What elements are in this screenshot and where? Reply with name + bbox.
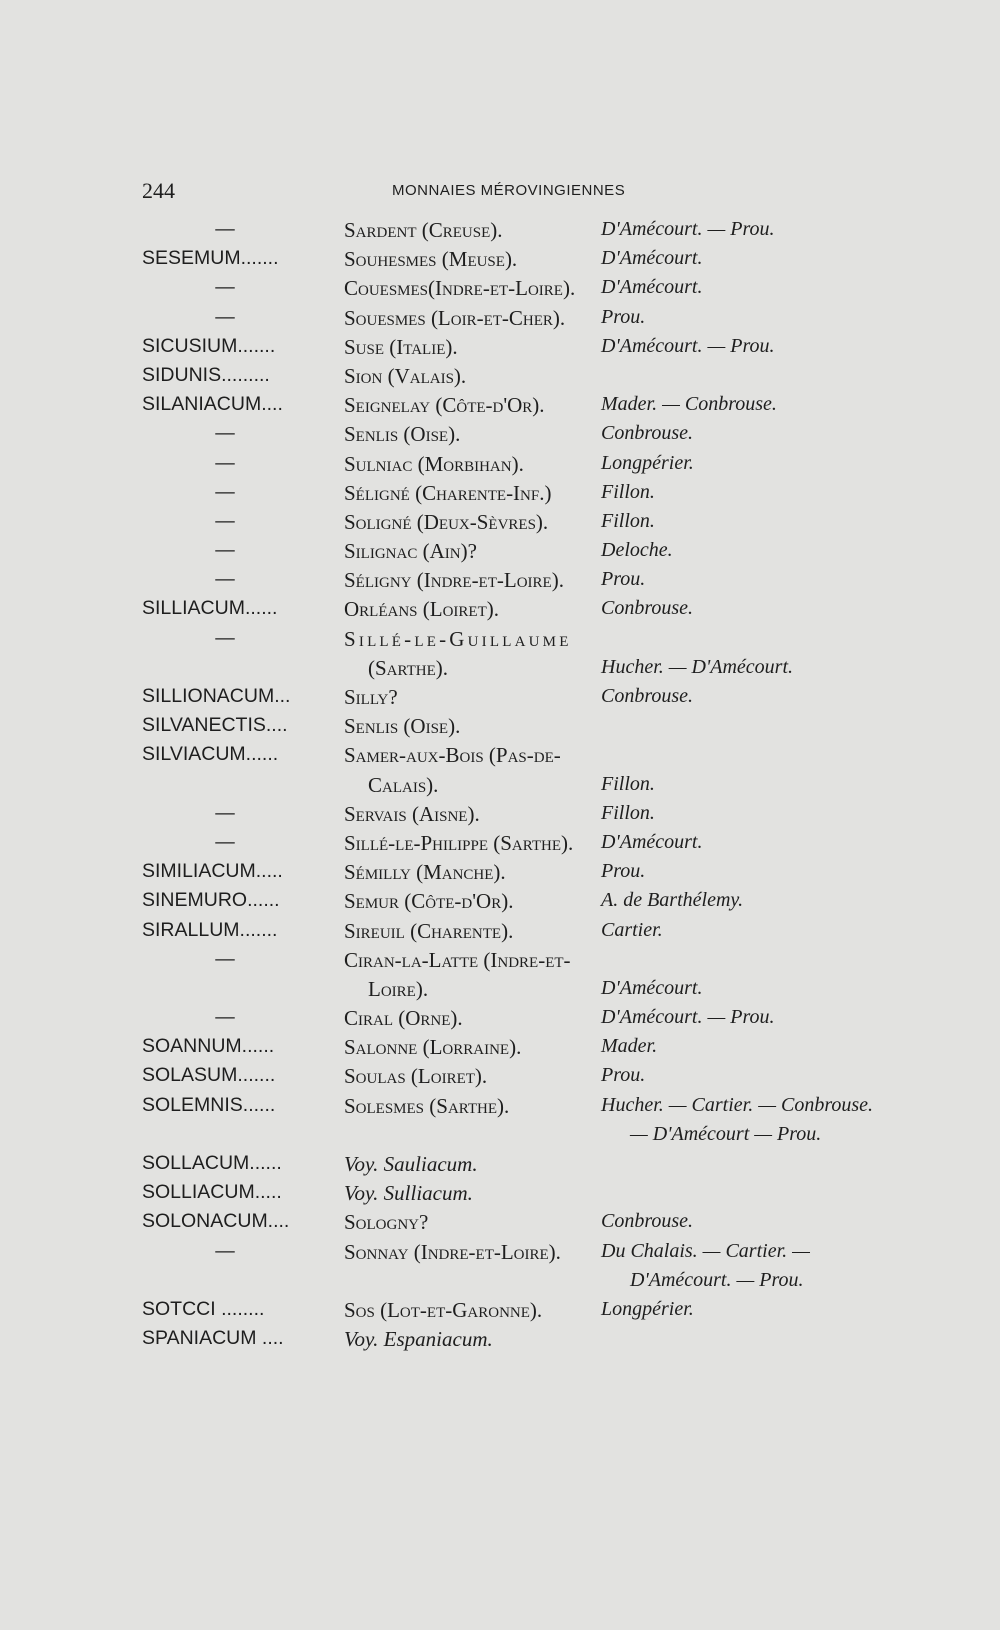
modern-place: Sémilly (Manche).: [344, 860, 506, 885]
latin-name: SILLIONACUM...: [142, 685, 291, 707]
source-reference: Conbrouse.: [601, 1210, 694, 1233]
entry-row: [0, 452, 1000, 481]
entry-row: [0, 364, 1000, 393]
latin-name: SOLASUM.......: [142, 1064, 276, 1087]
entry-row: [0, 218, 1000, 247]
entry-row: [0, 1152, 1000, 1181]
source-reference: D'Amécourt. — Prou.: [630, 1268, 804, 1291]
source-reference: Mader. — Conbrouse.: [601, 393, 777, 416]
entry-row: [0, 1298, 1000, 1327]
modern-place: Orléans (Loiret).: [344, 597, 499, 622]
latin-name: —: [215, 218, 235, 240]
latin-name: —: [215, 422, 235, 445]
latin-name: SOLLACUM......: [142, 1152, 282, 1174]
entry-row: [0, 247, 1000, 276]
latin-name: SIRALLUM.......: [142, 918, 278, 941]
latin-name: SILLIACUM......: [142, 597, 278, 620]
modern-place: Sillé-le-Guillaume: [344, 626, 572, 651]
source-reference: Hucher. — Cartier. — Conbrouse.: [601, 1093, 874, 1116]
entry-row: [0, 743, 1000, 772]
latin-name: —: [215, 947, 235, 970]
latin-name: SOLLIACUM.....: [142, 1181, 282, 1204]
cross-reference: Voy. Sulliacum.: [344, 1181, 473, 1206]
modern-place: Calais).: [368, 772, 439, 797]
source-reference: Fillon.: [601, 772, 655, 795]
entry-row: [0, 1123, 1000, 1152]
source-reference: Longpérier.: [601, 451, 694, 474]
entry-row: [0, 627, 1000, 656]
modern-place: Soulas (Loiret).: [344, 1064, 488, 1089]
entry-row: [0, 977, 1000, 1006]
cross-reference: Voy. Espaniacum.: [344, 1327, 493, 1352]
entry-row: [0, 831, 1000, 860]
modern-place: Semur (Côte-d'Or).: [344, 889, 514, 914]
modern-place: Ciran-la-Latte (Indre-et-: [344, 947, 571, 972]
source-reference: Prou.: [601, 1064, 646, 1087]
source-reference: Mader.: [601, 1035, 658, 1058]
latin-name: SILANIACUM....: [142, 393, 283, 416]
modern-place: Ciral (Orne).: [344, 1006, 463, 1031]
entry-list: [0, 218, 1000, 1356]
entry-row: [0, 714, 1000, 743]
source-reference: D'Amécourt.: [601, 276, 703, 299]
source-reference: Conbrouse.: [601, 685, 694, 707]
source-reference: D'Amécourt.: [601, 976, 703, 999]
latin-name: SILVANECTIS....: [142, 714, 288, 737]
latin-name: —: [215, 568, 235, 591]
entry-row: [0, 1240, 1000, 1269]
entry-row: [0, 1006, 1000, 1035]
page-header: [142, 178, 902, 208]
source-reference: Cartier.: [601, 918, 663, 941]
latin-name: —: [215, 626, 235, 649]
modern-place: Sardent (Creuse).: [344, 218, 503, 242]
latin-name: SPANIACUM ....: [142, 1327, 284, 1350]
latin-name: —: [215, 1006, 235, 1029]
modern-place: Sillé-le-Philippe (Sarthe).: [344, 830, 574, 855]
entry-row: [0, 539, 1000, 568]
source-reference: D'Amécourt. — Prou.: [601, 334, 775, 357]
source-reference: Longpérier.: [601, 1297, 694, 1320]
cross-reference: Voy. Sauliacum.: [344, 1152, 478, 1176]
latin-name: SOTCCI ........: [142, 1297, 265, 1320]
latin-name: —: [215, 451, 235, 474]
modern-place: [344, 1327, 599, 1352]
entry-row: [0, 393, 1000, 422]
entry-row: [0, 889, 1000, 918]
source-reference: D'Amécourt. — Prou.: [601, 218, 775, 240]
latin-name: —: [215, 509, 235, 532]
latin-name: SICUSIUM.......: [142, 334, 276, 357]
latin-name: SINEMURO......: [142, 889, 280, 912]
entry-row: [0, 510, 1000, 539]
latin-name: —: [215, 276, 235, 299]
entry-row: [0, 860, 1000, 889]
entry-row: [0, 919, 1000, 948]
entry-row: [0, 276, 1000, 305]
modern-place: (Sarthe).: [368, 655, 449, 680]
entry-row: [0, 1094, 1000, 1123]
latin-name: —: [215, 480, 235, 503]
entry-row: [0, 656, 1000, 685]
source-reference: D'Amécourt.: [601, 830, 703, 853]
modern-place: Sireuil (Charente).: [344, 918, 514, 943]
source-reference: D'Amécourt. — Prou.: [601, 1006, 775, 1029]
modern-place: Sion (Valais).: [344, 363, 467, 388]
latin-name: —: [215, 830, 235, 853]
source-reference: Conbrouse.: [601, 422, 694, 445]
latin-name: —: [215, 539, 235, 562]
modern-place: Samer-aux-Bois (Pas-de-: [344, 743, 561, 768]
entry-row: [0, 597, 1000, 626]
source-reference: Conbrouse.: [601, 597, 694, 620]
modern-place: Sologny?: [344, 1210, 429, 1235]
source-reference: Fillon.: [601, 480, 655, 503]
latin-name: —: [215, 305, 235, 328]
source-reference: Prou.: [601, 860, 646, 883]
modern-place: Souesmes (Loir-et-Cher).: [344, 305, 566, 330]
latin-name: SOLEMNIS......: [142, 1093, 276, 1116]
entry-row: [0, 568, 1000, 597]
modern-place: Séligné (Charente-Inf.): [344, 480, 552, 505]
latin-name: SOANNUM......: [142, 1035, 275, 1058]
source-reference: — D'Amécourt — Prou.: [630, 1122, 822, 1145]
modern-place: Suse (Italie).: [344, 334, 458, 359]
source-reference: Fillon.: [601, 509, 655, 532]
modern-place: Silly?: [344, 685, 398, 709]
modern-place: Souhesmes (Meuse).: [344, 247, 518, 272]
latin-name: SOLONACUM....: [142, 1210, 290, 1233]
entry-row: [0, 1064, 1000, 1093]
entry-row: [0, 422, 1000, 451]
source-reference: Deloche.: [601, 539, 673, 562]
modern-place: [344, 1152, 599, 1177]
modern-place: Seignelay (Côte-d'Or).: [344, 393, 545, 418]
entry-row: [0, 481, 1000, 510]
running-title: MONNAIES MÉROVINGIENNES: [392, 182, 626, 199]
entry-row: [0, 1181, 1000, 1210]
modern-place: Séligny (Indre-et-Loire).: [344, 568, 564, 593]
modern-place: [344, 1181, 599, 1206]
entry-row: [0, 306, 1000, 335]
source-reference: Du Chalais. — Cartier. —: [601, 1239, 810, 1262]
entry-row: [0, 948, 1000, 977]
modern-place: Senlis (Oise).: [344, 422, 461, 447]
source-reference: Hucher. — D'Amécourt.: [601, 655, 794, 678]
source-reference: Prou.: [601, 568, 646, 591]
latin-name: —: [215, 1239, 235, 1262]
modern-place: Soligné (Deux-Sèvres).: [344, 509, 549, 534]
entry-row: [0, 685, 1000, 714]
entry-row: [0, 1035, 1000, 1064]
modern-place: Salonne (Lorraine).: [344, 1035, 522, 1060]
entry-row: [0, 1210, 1000, 1239]
modern-place: Loire).: [368, 976, 429, 1001]
source-reference: D'Amécourt.: [601, 247, 703, 270]
latin-name: SESEMUM.......: [142, 247, 279, 270]
entry-row: [0, 802, 1000, 831]
modern-place: Couesmes(Indre-et-Loire).: [344, 276, 576, 301]
modern-place: Servais (Aisne).: [344, 801, 480, 826]
source-reference: Prou.: [601, 305, 646, 328]
latin-name: SIDUNIS.........: [142, 363, 270, 386]
latin-name: SILVIACUM......: [142, 743, 279, 766]
modern-place: Silignac (Ain)?: [344, 539, 477, 564]
latin-name: —: [215, 801, 235, 824]
entry-row: [0, 335, 1000, 364]
source-reference: A. de Barthélemy.: [601, 889, 744, 912]
entry-row: [0, 1269, 1000, 1298]
entry-row: [0, 1327, 1000, 1356]
latin-name: SIMILIACUM.....: [142, 860, 283, 883]
modern-place: Sos (Lot-et-Garonne).: [344, 1297, 543, 1322]
entry-row: [0, 773, 1000, 802]
source-reference: Fillon.: [601, 801, 655, 824]
modern-place: Sulniac (Morbihan).: [344, 451, 524, 476]
modern-place: Senlis (Oise).: [344, 714, 461, 739]
modern-place: Sonnay (Indre-et-Loire).: [344, 1239, 561, 1264]
modern-place: Solesmes (Sarthe).: [344, 1093, 510, 1118]
page-number: 244: [142, 178, 175, 203]
